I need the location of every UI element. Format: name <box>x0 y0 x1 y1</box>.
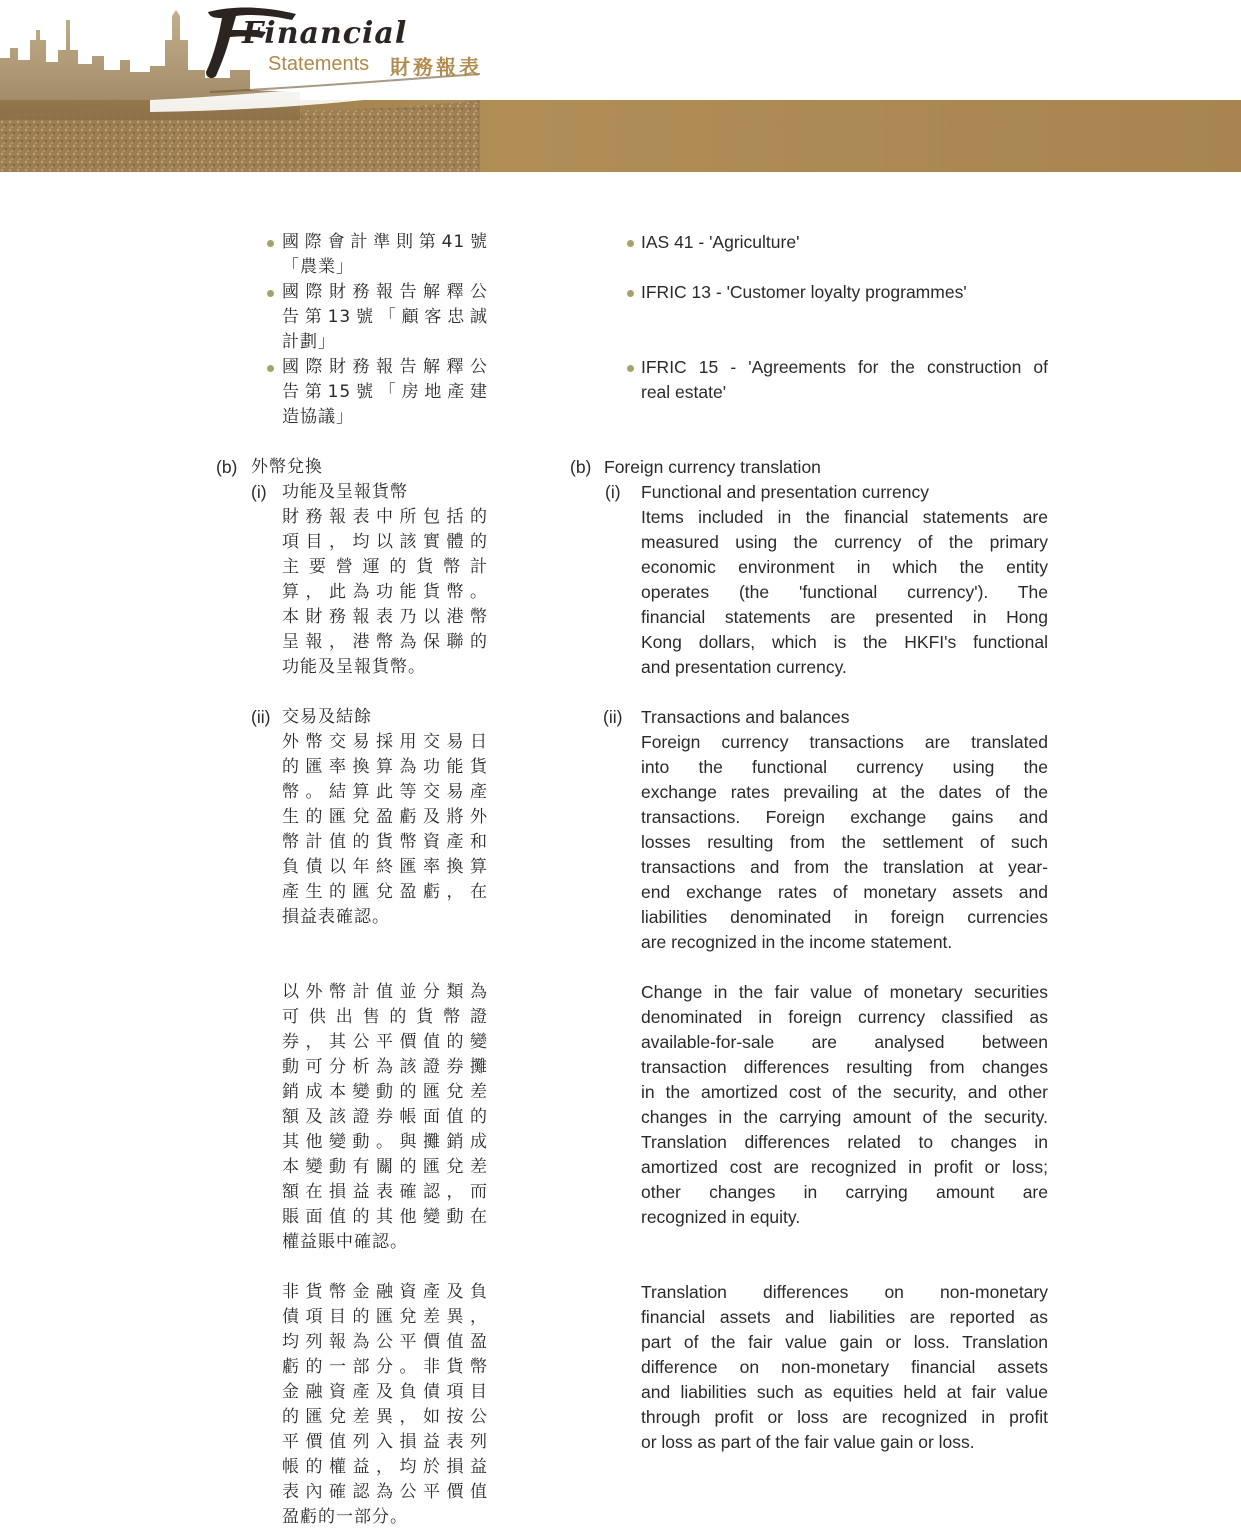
text-line: 額在損益表確認，而 <box>282 1182 488 1202</box>
text-line: 其他變動。與攤銷成 <box>282 1132 488 1152</box>
header-title: Financial <box>242 16 408 51</box>
en-bullet-3-line-1: IFRIC 15 - 'Agreements for the construction of <box>641 357 1048 377</box>
zh-bullet-1-line-2: 「農業」 <box>282 257 354 277</box>
en-bullet-2: IFRIC 13 - 'Customer loyalty programmes' <box>641 282 967 302</box>
text-line: 產生的匯兌盈虧，在 <box>282 882 488 902</box>
text-line: 幣。結算此等交易產 <box>282 782 488 802</box>
zh-subsection-i-heading: 功能及呈報貨幣 <box>282 482 408 502</box>
zh-bullet-2-line-2: 告第13號「顧客忠誠 <box>282 307 488 327</box>
text-line: part of the fair value gain or loss. Translation <box>641 1332 1048 1352</box>
bullet-icon <box>267 290 274 297</box>
text-line: 表內確認為公平價值 <box>282 1482 488 1502</box>
text-line: 以外幣計值並分類為 <box>282 982 488 1002</box>
zh-bullet-3-line-3: 造協議」 <box>282 407 354 427</box>
text-line: into the functional currency using the <box>641 757 1048 777</box>
text-line: 主要營運的貨幣計 <box>282 557 488 577</box>
zh-subsection-ii-marker: (ii) <box>251 707 271 727</box>
text-line: 財務報表中所包括的 <box>282 507 488 527</box>
bullet-icon <box>267 365 274 372</box>
text-line: financial assets and liabilities are reported as <box>641 1307 1048 1327</box>
text-line: 本財務報表乃以港幣 <box>282 607 488 627</box>
text-line: 功能及呈報貨幣。 <box>282 657 426 677</box>
text-line: difference on non-monetary financial assets <box>641 1357 1048 1377</box>
text-line: 銷成本變動的匯兌差 <box>282 1082 488 1102</box>
text-line: economic environment in which the entity <box>641 557 1048 577</box>
skyline-graphic <box>0 0 1241 172</box>
text-line: 外幣交易採用交易日 <box>282 732 488 752</box>
text-line: 項目，均以該實體的 <box>282 532 488 552</box>
text-line: 本變動有關的匯兌差 <box>282 1157 488 1177</box>
en-bullet-3-line-2: real estate' <box>641 382 727 402</box>
zh-bullet-3-line-1: 國際財務報告解釋公 <box>282 357 488 377</box>
text-line: losses resulting from the settlement of such <box>641 832 1048 852</box>
text-line: exchange rates prevailing at the dates of the <box>641 782 1048 802</box>
text-line: are recognized in the income statement. <box>641 932 953 952</box>
zh-bullet-2-line-1: 國際財務報告解釋公 <box>282 282 488 302</box>
zh-bullet-3-line-2: 告第15號「房地產建 <box>282 382 488 402</box>
text-line: recognized in equity. <box>641 1207 801 1227</box>
text-line: 的匯兌差異，如按公 <box>282 1407 488 1427</box>
zh-section-b-heading: 外幣兌換 <box>251 457 323 477</box>
text-line: 平價值列入損益表列 <box>282 1432 488 1452</box>
text-line: 的匯率換算為功能貨 <box>282 757 488 777</box>
text-line: and liabilities such as equities held at fair value <box>641 1382 1048 1402</box>
zh-subsection-i-marker: (i) <box>251 482 267 502</box>
text-line: 額及該證券帳面值的 <box>282 1107 488 1127</box>
text-line: transactions and from the translation at year- <box>641 857 1048 877</box>
text-line: 帳的權益，均於損益 <box>282 1457 488 1477</box>
text-line: financial statements are presented in Hong <box>641 607 1048 627</box>
text-line: 盈虧的一部分。 <box>282 1507 408 1527</box>
text-line: operates (the 'functional currency'). The <box>641 582 1048 602</box>
text-line: amortized cost are recognized in profit or loss; <box>641 1157 1048 1177</box>
zh-bullet-2-line-3: 計劃」 <box>282 332 336 352</box>
header-banner <box>0 0 1241 172</box>
text-line: 負債以年終匯率換算 <box>282 857 488 877</box>
text-line: 幣計值的貨幣資產和 <box>282 832 488 852</box>
text-line: other changes in carrying amount are <box>641 1182 1048 1202</box>
en-subsection-ii-heading: Transactions and balances <box>641 707 850 727</box>
text-line: 債項目的匯兌差異， <box>282 1307 488 1327</box>
text-line: 均列報為公平價值盈 <box>282 1332 488 1352</box>
text-line: available-for-sale are analysed between <box>641 1032 1048 1052</box>
text-line: 可供出售的貨幣證 <box>282 1007 488 1027</box>
text-line: 非貨幣金融資產及負 <box>282 1282 488 1302</box>
text-line: Translation differences on non-monetary <box>641 1282 1048 1302</box>
zh-bullet-1-line-1: 國際會計準則第41號 <box>282 232 488 252</box>
zh-subsection-ii-heading: 交易及結餘 <box>282 707 372 727</box>
header-subtitle: Statements <box>268 53 370 75</box>
en-bullet-1: IAS 41 - 'Agriculture' <box>641 232 800 252</box>
text-line: and presentation currency. <box>641 657 847 677</box>
bullet-icon <box>627 290 634 297</box>
text-line: changes in the carrying amount of the security. <box>641 1107 1048 1127</box>
text-line: in the amortized cost of the security, and other <box>641 1082 1048 1102</box>
text-line: 損益表確認。 <box>282 907 390 927</box>
text-line: Kong dollars, which is the HKFI's functional <box>641 632 1048 652</box>
bullet-icon <box>267 240 274 247</box>
text-line: transactions. Foreign exchange gains and <box>641 807 1048 827</box>
text-line: or loss as part of the fair value gain or loss. <box>641 1432 975 1452</box>
en-subsection-ii-marker: (ii) <box>603 707 623 727</box>
header-title-chinese: 財務報表 <box>390 55 482 79</box>
text-line: end exchange rates of monetary assets and <box>641 882 1048 902</box>
text-line: through profit or loss are recognized in profit <box>641 1407 1048 1427</box>
text-line: Foreign currency transactions are translated <box>641 732 1048 752</box>
text-line: transaction differences resulting from changes <box>641 1057 1048 1077</box>
text-line: Translation differences related to changes in <box>641 1132 1048 1152</box>
text-line: 權益賬中確認。 <box>282 1232 408 1252</box>
zh-section-b-marker: (b) <box>216 457 238 477</box>
text-line: liabilities denominated in foreign currencies <box>641 907 1048 927</box>
text-line: Change in the fair value of monetary securities <box>641 982 1048 1002</box>
en-section-b-marker: (b) <box>570 457 592 477</box>
bullet-icon <box>627 240 634 247</box>
text-line: 虧的一部分。非貨幣 <box>282 1357 488 1377</box>
text-line: 券，其公平價值的變 <box>282 1032 488 1052</box>
text-line: 生的匯兌盈虧及將外 <box>282 807 488 827</box>
text-line: 呈報，港幣為保聯的 <box>282 632 488 652</box>
en-subsection-i-heading: Functional and presentation currency <box>641 482 929 502</box>
en-section-b-heading: Foreign currency translation <box>604 457 821 477</box>
en-subsection-i-marker: (i) <box>605 482 621 502</box>
text-line: measured using the currency of the primary <box>641 532 1048 552</box>
text-line: 金融資產及負債項目 <box>282 1382 488 1402</box>
text-line: 動可分析為該證券攤 <box>282 1057 488 1077</box>
text-line: Items included in the financial statements are <box>641 507 1048 527</box>
text-line: denominated in foreign currency classified as <box>641 1007 1048 1027</box>
text-line: 算，此為功能貨幣。 <box>282 582 488 602</box>
bullet-icon <box>627 365 634 372</box>
text-line: 賬面值的其他變動在 <box>282 1207 488 1227</box>
